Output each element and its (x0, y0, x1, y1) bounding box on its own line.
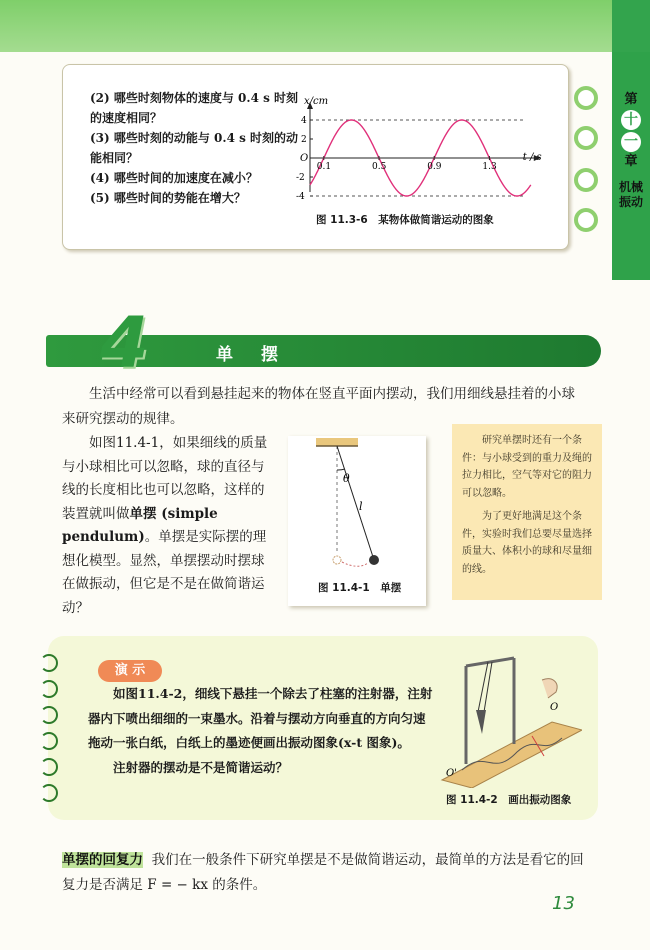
y-tick-label: -4 (296, 192, 305, 202)
ceiling-support (316, 438, 358, 446)
pendulum-drawing (288, 436, 426, 586)
swing-path (342, 562, 368, 566)
definition-after: 。单摆是实际摆的理想化模型。显然，单摆摆动时摆球在做振动，但它是不是在做简谐运动？ (62, 529, 267, 616)
x-axis-label: t / s (522, 152, 542, 163)
section-number: 4 (100, 302, 149, 384)
question-item: (4) 哪些时间的加速度在减小？ (90, 171, 258, 185)
theta-label: θ (343, 472, 350, 485)
recorder-caption: 图 11.4-2 画出振动图象 (446, 794, 572, 806)
frame-top-bar (466, 658, 514, 666)
term-restoring-force: 单摆的回复力 (62, 852, 143, 868)
term-simple-pendulum: 单摆 (simple pendulum) (62, 505, 218, 545)
definition-before: 如图11.4-1，如果细线的质量与小球相比可以忽略，球的直径与线的长度相比也可以忽略，这样的装置就叫做 (62, 435, 268, 522)
question-item: (5) 哪些时间的势能在增大？ (90, 191, 246, 205)
y-tick-label: 4 (301, 116, 307, 126)
demo-tag: 演 示 (98, 660, 162, 682)
x-tick-label: 0.9 (427, 162, 442, 172)
theta-arc (337, 469, 345, 470)
tip-paragraph: 为了更好地满足这个条件，实验时我们总要尽量选择质量大、体积小的球和尽量细的线。 (462, 511, 592, 575)
spiral-ring (40, 654, 58, 672)
chapter-num-bottom: 一 (621, 132, 641, 152)
ring (574, 168, 598, 192)
spiral-ring (40, 680, 58, 698)
restoring-force-paragraph (62, 848, 587, 898)
x-tick-label: 0.1 (316, 162, 332, 172)
spiral-ring (40, 784, 58, 802)
point-o-label: O (550, 702, 559, 713)
top-color-band (0, 0, 650, 52)
string-right (484, 662, 492, 712)
intro-paragraph: 生活中经常可以看到悬挂起来的物体在竖直平面内摆动，我们用细线悬挂着的小球来研究摆动的规律。 (62, 386, 575, 427)
origin-label: O (300, 153, 309, 164)
definition-paragraph (62, 432, 277, 620)
section-title: 单摆 (216, 345, 306, 365)
y-tick-label: 2 (301, 135, 307, 145)
demo-text (88, 682, 433, 780)
question-item: (3) 哪些时刻的动能与 0.4 s 时刻的动能相同？ (90, 131, 299, 165)
chapter-tab-top (612, 0, 650, 52)
question-item: (2) 哪些时刻物体的速度与 0.4 s 时刻的速度相同？ (90, 91, 299, 125)
ring (574, 126, 598, 150)
tip-paragraph: 研究单摆时还有一个条件：与小球受到的重力及绳的拉力相比，空气等对它的阻力可以忽略。 (462, 435, 592, 499)
x-tick-label: 0.5 (372, 162, 387, 172)
pendulum-string (337, 446, 374, 560)
length-label: l (359, 500, 363, 513)
x-tick-label: 1.3 (482, 162, 497, 172)
demo-description: 如图11.4-2，细线下悬挂一个除去了柱塞的注射器，注射器内下喷出细细的一束墨水。沿着与摆动方向垂直的方向匀速拖动一张白纸，白纸上的墨迹便画出振动图象(x-t 图象)。 (88, 686, 433, 750)
point-o2-label: O' (446, 768, 457, 779)
ring (574, 208, 598, 232)
chapter-pre: 第 (624, 92, 638, 107)
string-left (478, 662, 488, 712)
question-list (90, 88, 300, 208)
restoring-text: 我们在一般条件下研究单摆是不是做简谐运动，最简单的方法是看它的回复力是否满足 F = − kx 的条件。 (62, 852, 584, 893)
chapter-label (616, 92, 646, 210)
pendulum-bob (369, 555, 379, 565)
y-tick-label: -2 (296, 173, 305, 183)
page-number: 13 (552, 893, 575, 914)
spiral-ring (40, 732, 58, 750)
syringe (476, 710, 486, 734)
y-axis-label: x/cm (304, 96, 329, 107)
chapter-title: 机械振动 (618, 180, 643, 209)
chapter-post: 章 (624, 154, 638, 169)
tip-box (452, 424, 602, 600)
pendulum-caption: 图 11.4-1 单摆 (318, 582, 402, 594)
shm-chart (290, 84, 560, 230)
demo-question: 注射器的摆动是不是简谐运动？ (113, 759, 289, 775)
chart-caption: 图 11.3-6 某物体做简谐运动的图象 (316, 214, 494, 226)
recorder-drawing (432, 652, 582, 788)
rest-position (333, 556, 341, 564)
spiral-ring (40, 758, 58, 776)
spiral-ring (40, 706, 58, 724)
ring (574, 86, 598, 110)
chapter-num-top: 十 (621, 110, 641, 130)
paper-strip (442, 722, 582, 788)
hand (542, 679, 557, 698)
